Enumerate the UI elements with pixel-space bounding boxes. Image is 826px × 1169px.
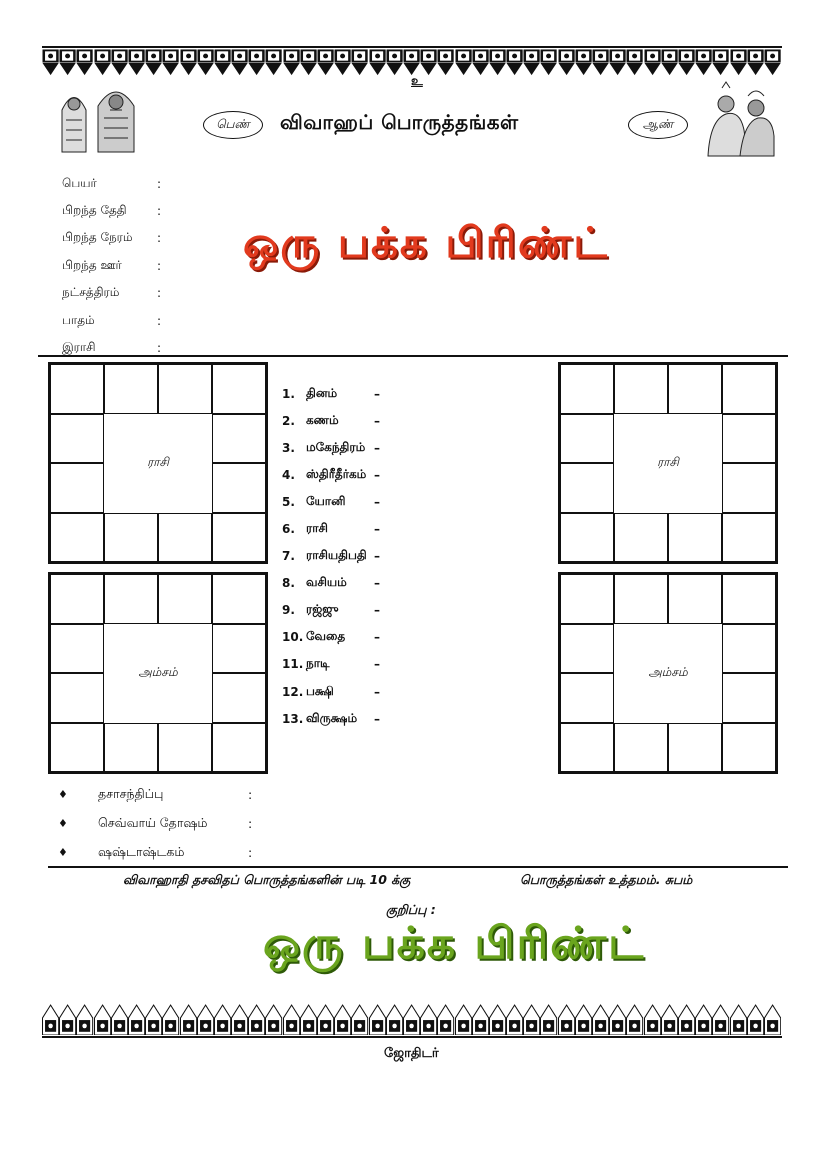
chart-cell bbox=[212, 414, 266, 464]
porutham-number: 11. bbox=[282, 657, 304, 672]
field-row bbox=[62, 225, 167, 252]
porutham-row bbox=[282, 434, 380, 461]
porutham-number: 8. bbox=[282, 576, 295, 591]
porutham-dash: – bbox=[374, 549, 380, 564]
porutham-dash: – bbox=[374, 386, 380, 401]
porutham-dash: – bbox=[374, 494, 380, 509]
border-tile bbox=[730, 49, 747, 77]
border-tile bbox=[420, 49, 437, 77]
chart-cell bbox=[722, 463, 776, 513]
border-tile bbox=[661, 49, 678, 77]
chart-cell bbox=[722, 673, 776, 723]
bride-label: பெண் bbox=[203, 111, 263, 139]
porutham-name: கணம் bbox=[306, 412, 339, 427]
field-colon: : bbox=[157, 313, 162, 328]
border-tile bbox=[180, 49, 197, 77]
border-tile bbox=[334, 1003, 351, 1035]
field-label: இராசி bbox=[62, 340, 96, 355]
border-tile bbox=[128, 49, 145, 77]
groom-rasi-chart bbox=[558, 362, 778, 564]
chart-center-label: ராசி bbox=[147, 455, 169, 469]
dosha-label: செவ்வாய் தோஷம் bbox=[98, 815, 208, 830]
field-label: பிறந்த தேதி bbox=[62, 203, 127, 218]
border-tile bbox=[558, 1003, 575, 1035]
dosha-colon: : bbox=[248, 787, 253, 802]
field-row bbox=[62, 252, 167, 279]
chart-cell bbox=[722, 513, 776, 563]
chart-cell bbox=[212, 364, 266, 414]
porutham-row bbox=[282, 597, 380, 624]
chart-cell bbox=[560, 414, 614, 464]
porutham-row bbox=[282, 678, 380, 705]
porutham-row bbox=[282, 705, 380, 732]
porutham-number: 3. bbox=[282, 440, 295, 455]
chart-cell bbox=[212, 723, 266, 773]
chart-cell bbox=[560, 723, 614, 773]
chart-cell bbox=[560, 364, 614, 414]
border-tile bbox=[678, 49, 695, 77]
porutham-dash: – bbox=[374, 440, 380, 455]
deity-image-right bbox=[700, 80, 780, 158]
border-tile bbox=[403, 49, 420, 77]
porutham-dash: – bbox=[374, 576, 380, 591]
chart-cell bbox=[104, 723, 158, 773]
porutham-row bbox=[282, 543, 380, 570]
detail-fields bbox=[62, 170, 167, 362]
chart-cell bbox=[212, 624, 266, 674]
dosha-row bbox=[58, 838, 252, 867]
porutham-name: ராசி bbox=[306, 521, 328, 536]
field-row bbox=[62, 170, 167, 197]
chart-cell bbox=[668, 574, 722, 624]
field-colon: : bbox=[157, 176, 162, 191]
border-tile bbox=[76, 49, 93, 77]
border-tile bbox=[300, 49, 317, 77]
porutham-name: மகேந்திரம் bbox=[306, 439, 366, 454]
diamond-bullet-icon: ♦ bbox=[58, 846, 68, 859]
chart-cell bbox=[560, 574, 614, 624]
top-mark: உ bbox=[411, 74, 423, 89]
porutham-row bbox=[282, 461, 380, 488]
border-tile bbox=[764, 49, 781, 77]
diamond-bullet-icon: ♦ bbox=[58, 817, 68, 830]
chart-center-label: ராசி bbox=[657, 455, 679, 469]
porutham-name: பக்ஷி bbox=[306, 683, 334, 698]
border-tile bbox=[437, 1003, 454, 1035]
chart-cell bbox=[158, 723, 212, 773]
section-divider bbox=[38, 355, 788, 357]
border-tile bbox=[180, 1003, 197, 1035]
porutham-row bbox=[282, 488, 380, 515]
border-tile bbox=[248, 49, 265, 77]
chart-cell bbox=[104, 513, 158, 563]
field-row bbox=[62, 334, 167, 361]
porutham-dash: – bbox=[374, 657, 380, 672]
border-tile bbox=[162, 1003, 179, 1035]
porutham-name: ரஜ்ஜு bbox=[306, 602, 339, 617]
porutham-name: தினம் bbox=[306, 385, 338, 400]
border-tile bbox=[145, 49, 162, 77]
border-tile bbox=[300, 1003, 317, 1035]
border-tile bbox=[626, 1003, 643, 1035]
border-tile bbox=[42, 49, 59, 77]
field-row bbox=[62, 307, 167, 334]
border-tile bbox=[197, 49, 214, 77]
bottom-ornamental-border bbox=[42, 1003, 782, 1035]
chart-cell bbox=[50, 364, 104, 414]
border-tile bbox=[747, 1003, 764, 1035]
field-colon: : bbox=[157, 286, 162, 301]
bride-rasi-chart bbox=[48, 362, 268, 564]
border-tile bbox=[609, 49, 626, 77]
chart-cell bbox=[722, 414, 776, 464]
porutham-dash: – bbox=[374, 684, 380, 699]
border-tile bbox=[76, 1003, 93, 1035]
border-tile bbox=[575, 49, 592, 77]
border-tile bbox=[455, 49, 472, 77]
porutham-dash: – bbox=[374, 522, 380, 537]
deity-image-left bbox=[52, 80, 142, 155]
field-colon: : bbox=[157, 341, 162, 356]
border-tile bbox=[609, 1003, 626, 1035]
porutham-number: 1. bbox=[282, 386, 295, 401]
groom-label: ஆண் bbox=[628, 111, 688, 139]
border-tile bbox=[489, 49, 506, 77]
porutham-row bbox=[282, 407, 380, 434]
porutham-row bbox=[282, 624, 380, 651]
porutham-row bbox=[282, 570, 380, 597]
border-tile bbox=[730, 1003, 747, 1035]
chart-cell bbox=[668, 723, 722, 773]
porutham-number: 5. bbox=[282, 494, 295, 509]
border-tile bbox=[283, 49, 300, 77]
watermark-top: ஒரு பக்க பிரிண்ட் bbox=[243, 218, 609, 267]
border-tile bbox=[111, 1003, 128, 1035]
groom-amsam-chart bbox=[558, 572, 778, 774]
chart-cell bbox=[614, 574, 668, 624]
field-colon: : bbox=[157, 204, 162, 219]
border-tile bbox=[231, 1003, 248, 1035]
porutham-number: 12. bbox=[282, 684, 304, 699]
note-label: குறிப்பு : bbox=[386, 902, 436, 917]
porutham-dash: – bbox=[374, 413, 380, 428]
porutham-number: 13. bbox=[282, 711, 304, 726]
porutham-dash: – bbox=[374, 630, 380, 645]
porutham-name: நாடி bbox=[306, 656, 330, 671]
dosha-list bbox=[58, 780, 252, 867]
porutham-name: வேதை bbox=[306, 629, 346, 644]
field-colon: : bbox=[157, 258, 162, 273]
border-tile bbox=[575, 1003, 592, 1035]
border-tile bbox=[283, 1003, 300, 1035]
summary-left: விவாஹாதி தசவிதப் பொருத்தங்களின் படி 10 க்கு bbox=[123, 872, 411, 887]
chart-cell bbox=[560, 624, 614, 674]
border-tile bbox=[472, 1003, 489, 1035]
chart-cell bbox=[50, 574, 104, 624]
border-tile bbox=[540, 49, 557, 77]
chart-cell bbox=[560, 513, 614, 563]
dosha-row bbox=[58, 780, 252, 809]
bottom-border-line bbox=[42, 1036, 782, 1038]
porutham-dash: – bbox=[374, 467, 380, 482]
porutham-number: 4. bbox=[282, 467, 295, 482]
field-label: பெயர் bbox=[62, 175, 97, 190]
border-tile bbox=[145, 1003, 162, 1035]
dosha-row bbox=[58, 809, 252, 838]
field-label: பிறந்த நேரம் bbox=[62, 230, 133, 245]
field-row bbox=[62, 197, 167, 224]
page-title: விவாஹப் பொருத்தங்கள் bbox=[280, 110, 519, 134]
astrologer-label: ஜோதிடர் bbox=[384, 1046, 439, 1061]
border-tile bbox=[369, 1003, 386, 1035]
border-tile bbox=[369, 49, 386, 77]
porutham-name: வசியம் bbox=[306, 575, 347, 590]
chart-cell bbox=[212, 513, 266, 563]
chart-cell bbox=[560, 463, 614, 513]
chart-cell bbox=[614, 723, 668, 773]
border-tile bbox=[695, 49, 712, 77]
porutham-name: விருக்ஷம் bbox=[306, 710, 358, 725]
border-tile bbox=[712, 1003, 729, 1035]
border-tile bbox=[128, 1003, 145, 1035]
chart-cell bbox=[158, 574, 212, 624]
border-tile bbox=[317, 49, 334, 77]
porutham-name: ராசியதிபதி bbox=[306, 548, 367, 563]
bride-amsam-chart bbox=[48, 572, 268, 774]
border-tile bbox=[523, 1003, 540, 1035]
porutham-row bbox=[282, 515, 380, 542]
border-tile bbox=[351, 1003, 368, 1035]
border-tile bbox=[94, 49, 111, 77]
chart-cell bbox=[668, 513, 722, 563]
border-tile bbox=[472, 49, 489, 77]
chart-center-label: அம்சம் bbox=[138, 665, 178, 679]
field-row bbox=[62, 280, 167, 307]
border-tile bbox=[540, 1003, 557, 1035]
chart-cell bbox=[158, 513, 212, 563]
border-tile bbox=[94, 1003, 111, 1035]
field-colon: : bbox=[157, 231, 162, 246]
chart-cell bbox=[614, 513, 668, 563]
border-tile bbox=[231, 49, 248, 77]
border-tile bbox=[747, 49, 764, 77]
chart-cell bbox=[212, 673, 266, 723]
border-tile bbox=[661, 1003, 678, 1035]
border-tile bbox=[334, 49, 351, 77]
border-tile bbox=[764, 1003, 781, 1035]
porutham-name: யோனி bbox=[306, 493, 346, 508]
border-tile bbox=[592, 49, 609, 77]
border-tile bbox=[455, 1003, 472, 1035]
chart-cell bbox=[560, 673, 614, 723]
chart-cell bbox=[50, 673, 104, 723]
chart-cell bbox=[212, 574, 266, 624]
border-tile bbox=[592, 1003, 609, 1035]
border-tile bbox=[265, 1003, 282, 1035]
chart-cell bbox=[50, 513, 104, 563]
border-tile bbox=[644, 49, 661, 77]
border-tile bbox=[317, 1003, 334, 1035]
border-tile bbox=[214, 49, 231, 77]
border-tile bbox=[420, 1003, 437, 1035]
chart-cell bbox=[50, 624, 104, 674]
border-tile bbox=[678, 1003, 695, 1035]
border-tile bbox=[506, 49, 523, 77]
border-tile bbox=[506, 1003, 523, 1035]
border-tile bbox=[437, 49, 454, 77]
porutham-number: 9. bbox=[282, 603, 295, 618]
chart-cell bbox=[722, 574, 776, 624]
border-tile bbox=[42, 1003, 59, 1035]
chart-cell bbox=[50, 723, 104, 773]
porutham-row bbox=[282, 380, 380, 407]
border-tile bbox=[489, 1003, 506, 1035]
border-tile bbox=[523, 49, 540, 77]
border-tile bbox=[386, 49, 403, 77]
border-tile bbox=[558, 49, 575, 77]
dosha-colon: : bbox=[248, 845, 253, 860]
porutham-number: 10. bbox=[282, 630, 304, 645]
border-tile bbox=[197, 1003, 214, 1035]
border-tile bbox=[59, 1003, 76, 1035]
chart-cell bbox=[722, 624, 776, 674]
top-border-line bbox=[42, 46, 782, 48]
border-tile bbox=[351, 49, 368, 77]
chart-cell bbox=[104, 364, 158, 414]
chart-cell bbox=[722, 723, 776, 773]
border-tile bbox=[712, 49, 729, 77]
summary-divider bbox=[48, 866, 788, 868]
diamond-bullet-icon: ♦ bbox=[58, 788, 68, 801]
dosha-label: ஷஷ்டாஷ்டகம் bbox=[98, 844, 185, 859]
border-tile bbox=[386, 1003, 403, 1035]
chart-cell bbox=[668, 364, 722, 414]
porutham-list bbox=[282, 380, 380, 732]
chart-cell bbox=[104, 574, 158, 624]
border-tile bbox=[248, 1003, 265, 1035]
border-tile bbox=[59, 49, 76, 77]
border-tile bbox=[162, 49, 179, 77]
border-tile bbox=[111, 49, 128, 77]
border-tile bbox=[695, 1003, 712, 1035]
porutham-number: 7. bbox=[282, 549, 295, 564]
porutham-dash: – bbox=[374, 711, 380, 726]
border-tile bbox=[265, 49, 282, 77]
porutham-number: 6. bbox=[282, 522, 295, 537]
porutham-name: ஸ்திரீதீர்கம் bbox=[306, 466, 367, 481]
chart-cell bbox=[158, 364, 212, 414]
field-label: நட்சத்திரம் bbox=[62, 285, 120, 300]
summary-right: பொருத்தங்கள் உத்தமம். சுபம் bbox=[520, 872, 693, 887]
border-tile bbox=[214, 1003, 231, 1035]
border-tile bbox=[403, 1003, 420, 1035]
chart-center-label: அம்சம் bbox=[648, 665, 688, 679]
porutham-row bbox=[282, 651, 380, 678]
chart-cell bbox=[722, 364, 776, 414]
chart-cell bbox=[614, 364, 668, 414]
dosha-label: தசாசந்திப்பு bbox=[98, 786, 164, 801]
porutham-number: 2. bbox=[282, 413, 295, 428]
chart-cell bbox=[50, 414, 104, 464]
border-tile bbox=[644, 1003, 661, 1035]
dosha-colon: : bbox=[248, 816, 253, 831]
chart-cell bbox=[50, 463, 104, 513]
field-label: பிறந்த ஊர் bbox=[62, 257, 122, 272]
top-ornamental-border bbox=[42, 49, 782, 77]
border-tile bbox=[626, 49, 643, 77]
porutham-dash: – bbox=[374, 603, 380, 618]
chart-cell bbox=[212, 463, 266, 513]
watermark-bottom: ஒரு பக்க பிரிண்ட் bbox=[263, 918, 646, 969]
field-label: பாதம் bbox=[62, 312, 95, 327]
